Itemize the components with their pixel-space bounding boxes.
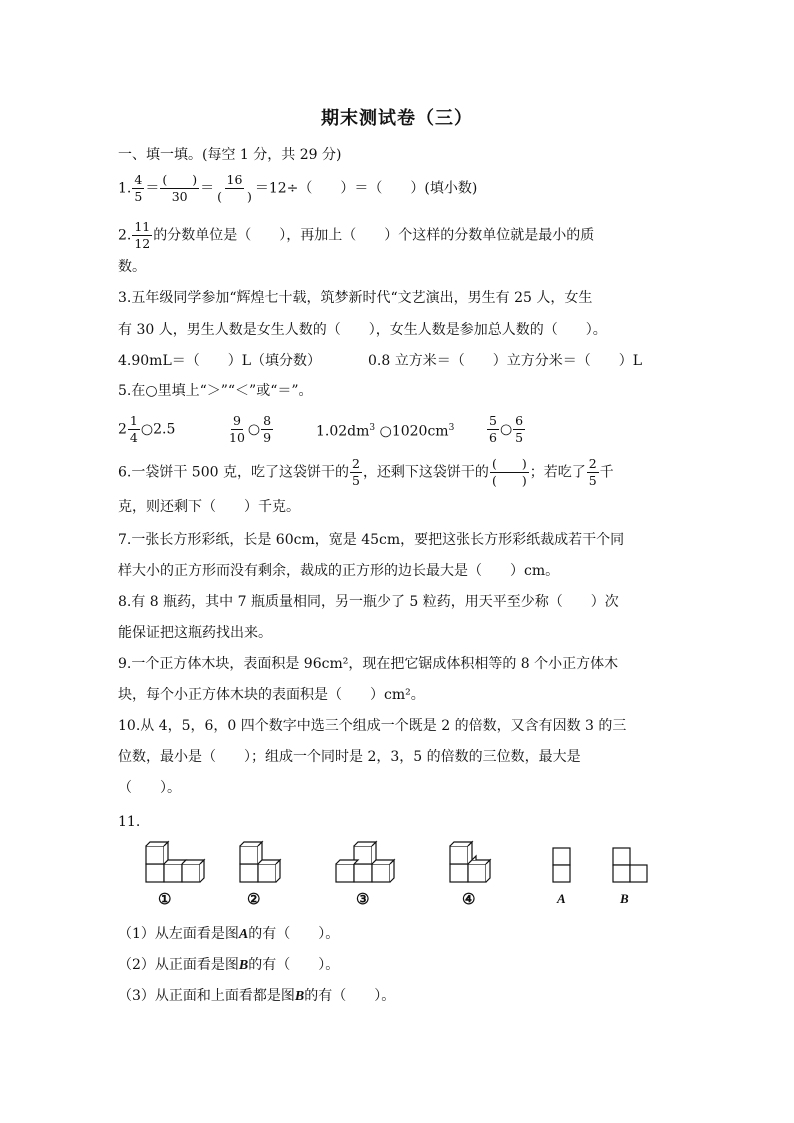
- question-4: [118, 351, 678, 371]
- q11-sub-1: （1）从左面看是图A的有（ ）。: [118, 926, 340, 942]
- fraction-blank-30[interactable]: $\frac{( )}{30}$: [162, 172, 198, 204]
- q3-line-1: 3.五年级同学参加“辉煌七十载，筑梦新时代“文艺演出，男生有 25 人，女生: [118, 290, 593, 306]
- figure-3-cubes: [336, 842, 394, 882]
- q7-line-2: 样大小的正方形而没有剩余，裁成的正方形的边长最大是（ ）cm。: [118, 563, 560, 579]
- q9-line-1: 9.一个正方体木块，表面积是 96cm²，现在把它锯成体积相等的 8 个小正方体木: [118, 656, 619, 672]
- q2-continued: 数。: [118, 259, 146, 275]
- figure-1-cubes: [146, 842, 204, 882]
- q9-line-2: 块，每个小正方体木块的表面积是（ ）cm²。: [118, 687, 425, 703]
- figure-1-label: ①: [158, 890, 172, 908]
- question-6: 6.一袋饼干 500 克，吃了这袋饼干的 $\frac{2}{5}$ ，还剩下这袋饼干的 $\frac{( )}{( )}$ ；若吃了 $\frac{2}{5}$ 千: [118, 456, 614, 488]
- q5-item-2: $\frac{9}{10}$ ○ $\frac{8}{9}$: [229, 413, 272, 445]
- q11-sub-3: （3）从正面和上面看都是图B的有（ ）。: [118, 988, 396, 1004]
- q7-line-1: 7.一张长方形彩纸，长是 60cm，宽是 45cm，要把这张长方形彩纸裁成若干个同: [118, 532, 625, 548]
- q6-blank-fraction[interactable]: $\frac{( )}{( )}$: [491, 456, 527, 488]
- figure-2-label: ②: [247, 890, 261, 908]
- q1-rest: ＝12÷（ ）＝（ ）(填小数): [254, 180, 478, 197]
- figure-4-cubes: [450, 842, 490, 882]
- view-a-label: A: [557, 891, 566, 906]
- q10-line-3: （ ）。: [118, 780, 181, 796]
- view-a-squares: [553, 848, 570, 882]
- q1-number: 1.: [118, 180, 132, 197]
- q10-line-2: 位数，最小是（ ）；组成一个同时是 2，3，5 的倍数的三位数，最大是: [118, 749, 581, 765]
- q8-line-1: 8.有 8 瓶药，其中 7 瓶质量相同，另一瓶少了 5 粒药，用天平至少称（ ）次: [118, 594, 619, 610]
- q6-line-2: 克，则还剩下（ ）千克。: [118, 499, 300, 515]
- view-b-squares: [613, 848, 647, 882]
- cube-figures: [130, 838, 670, 888]
- q4-part-a: 4.90mL＝（ ）L（填分数）: [118, 353, 322, 369]
- q2-text: 的分数单位是（ ），再加上（ ）个这样的分数单位就是最小的质: [153, 227, 595, 244]
- question-1: 1. $\frac{4}{5}$ ＝ $\frac{( )}{30}$ ＝ $\frac{16}{( )}$ ＝12÷（ ）＝（ ）(填小数): [118, 172, 478, 204]
- q4-part-b: 0.8 立方米＝（ ）立方分米＝（ ）L: [368, 353, 643, 369]
- fraction-11-12: $\frac{11}{12}$: [134, 219, 151, 251]
- fraction-4-5: $\frac{4}{5}$: [134, 172, 143, 204]
- q10-line-1: 10.从 4，5，6，0 四个数字中选三个组成一个既是 2 的倍数，又含有因数 3 的三: [118, 718, 627, 734]
- section-heading: 一、填一填。(每空 1 分，共 29 分): [118, 147, 342, 163]
- figure-3-label: ③: [356, 890, 370, 908]
- view-b-label: B: [620, 891, 629, 906]
- fraction-16-blank[interactable]: $\frac{16}{( )}$: [217, 172, 252, 204]
- page-title: 期末测试卷（三）: [321, 108, 473, 129]
- q11-number: 11.: [118, 814, 141, 830]
- q3-line-2: 有 30 人，男生人数是女生人数的（ ），女生人数是参加总人数的（ ）。: [118, 322, 607, 338]
- q5-item-4: $\frac{5}{6}$ ○ $\frac{6}{5}$: [489, 413, 524, 445]
- question-2: 2. $\frac{11}{12}$ 的分数单位是（ ），再加上（ ）个这样的分数单位就是最小的质: [118, 219, 595, 251]
- q5-items: [118, 414, 678, 444]
- q8-line-2: 能保证把这瓶药找出来。: [118, 625, 272, 641]
- q5-item-3: $1.02dm^3$ $○1020cm^3$: [316, 423, 455, 440]
- figure-4-label: ④: [462, 890, 476, 908]
- q5-instruction: 5.在○里填上“＞”“＜”或“＝”。: [118, 383, 313, 399]
- q11-sub-2: （2）从正面看是图B的有（ ）。: [118, 957, 340, 973]
- q5-item-1: 2 $\frac{1}{4}$ ○2.5: [118, 413, 176, 445]
- figure-2-cubes: [240, 842, 280, 882]
